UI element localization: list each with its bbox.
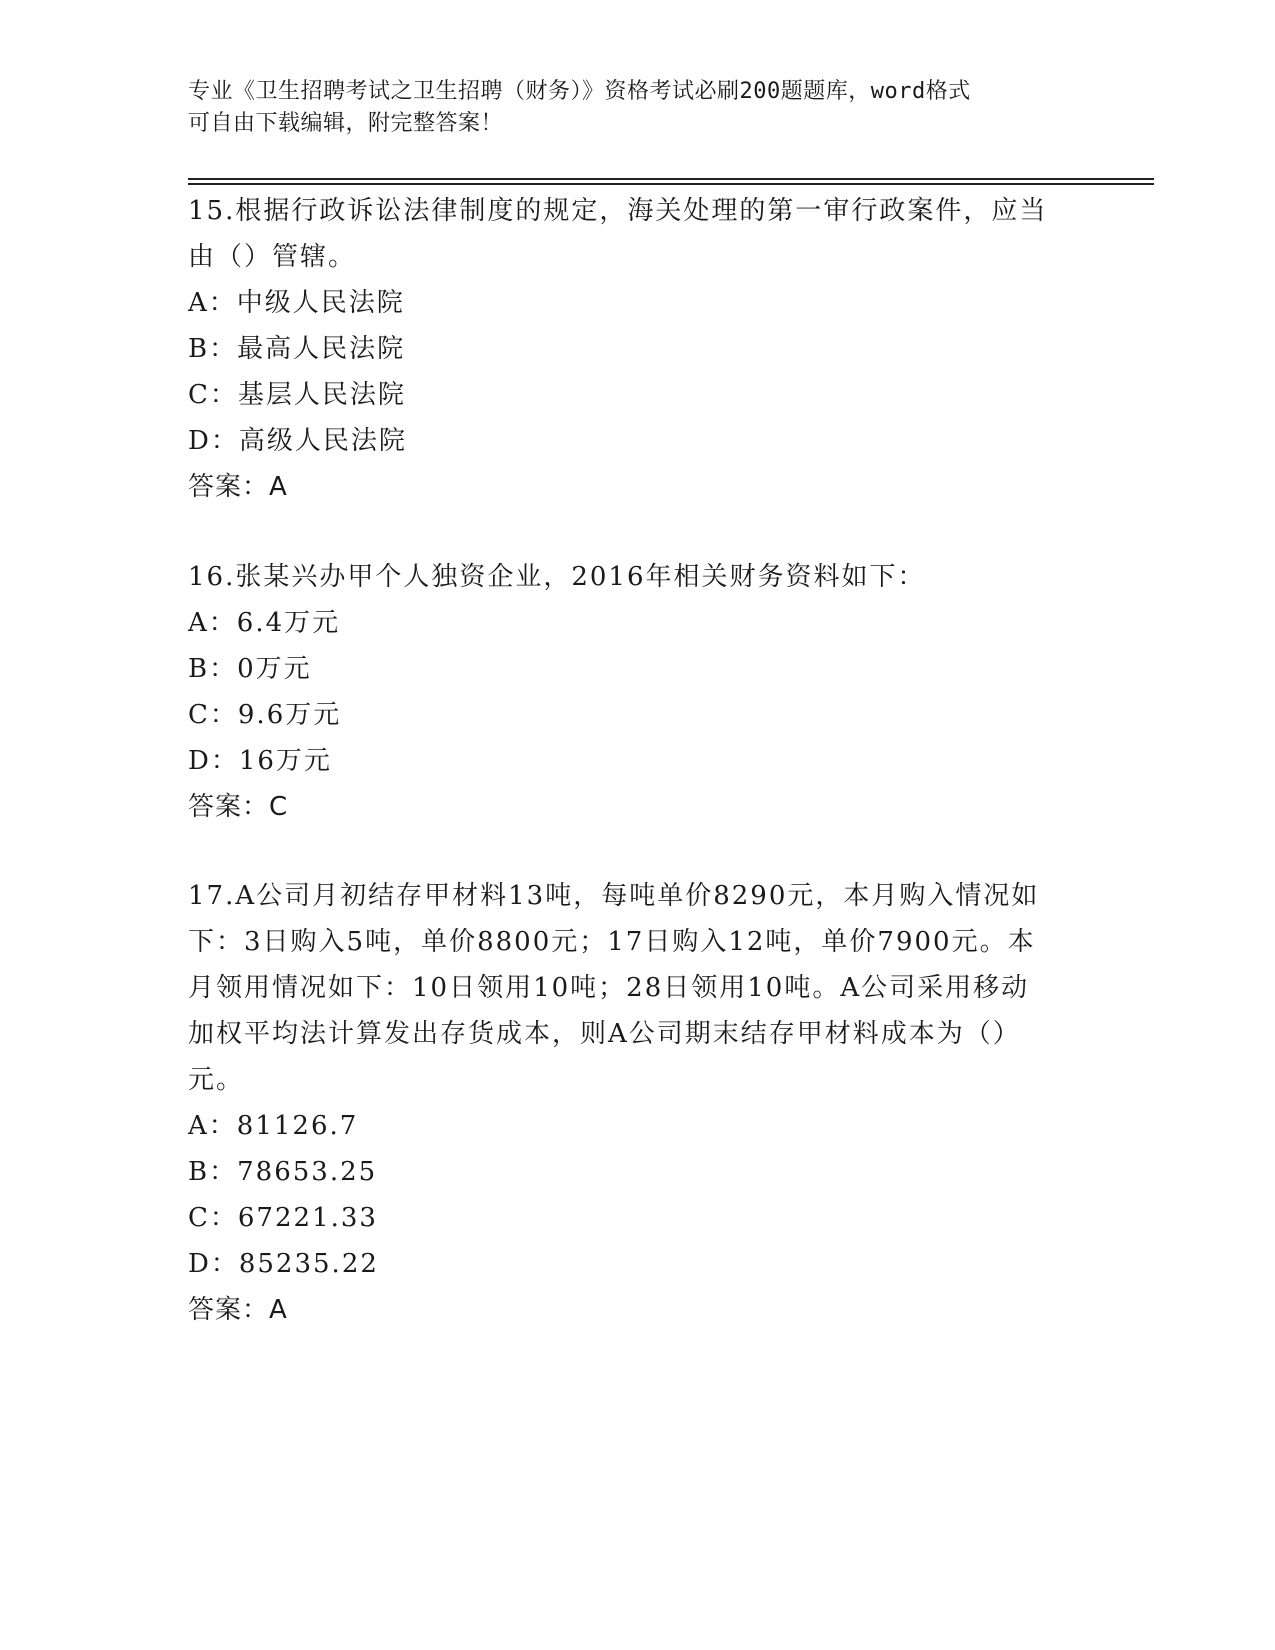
option-c: C：基层人民法院	[188, 380, 406, 410]
question-stem-line: 由（）管辖。	[188, 242, 357, 272]
option-c: C：9.6万元	[188, 700, 342, 730]
option-b: B：0万元	[188, 654, 312, 684]
question-stem-line: 16.张某兴办甲个人独资企业，2016年相关财务资料如下：	[188, 562, 926, 592]
answer-label: 答案：A	[188, 1295, 288, 1325]
option-a: A：中级人民法院	[188, 288, 405, 318]
header-line-2: 可自由下载编辑，附完整答案！	[188, 111, 504, 136]
question-stem-line: 元。	[188, 1065, 245, 1095]
question-stem-line: 15.根据行政诉讼法律制度的规定，海关处理的第一审行政案件，应当	[188, 196, 1048, 226]
option-b: B：78653.25	[188, 1157, 378, 1187]
question-17	[188, 873, 1088, 1333]
question-stem-line: 加权平均法计算发出存货成本，则A公司期末结存甲材料成本为（）	[188, 1019, 1021, 1049]
option-d: D：高级人民法院	[188, 426, 407, 456]
question-stem-line: 17.A公司月初结存甲材料13吨，每吨单价8290元，本月购入情况如	[188, 881, 1040, 911]
question-16	[188, 554, 1088, 830]
header-divider-top	[188, 178, 1154, 180]
option-a: A：81126.7	[188, 1111, 359, 1141]
option-c: C：67221.33	[188, 1203, 378, 1233]
header-divider-bottom	[188, 183, 1154, 185]
question-stem-line: 下：3日购入5吨，单价8800元；17日购入12吨，单价7900元。本	[188, 927, 1036, 957]
question-15	[188, 188, 1088, 510]
option-d: D：16万元	[188, 746, 332, 776]
option-b: B：最高人民法院	[188, 334, 406, 364]
option-d: D：85235.22	[188, 1249, 379, 1279]
document-header	[188, 76, 1088, 140]
answer-label: 答案：C	[188, 792, 289, 822]
option-a: A：6.4万元	[188, 608, 341, 638]
question-stem-line: 月领用情况如下：10日领用10吨；28日领用10吨。A公司采用移动	[188, 973, 1030, 1003]
header-line-1: 专业《卫生招聘考试之卫生招聘（财务）》资格考试必刷200题题库，word格式	[188, 79, 971, 104]
answer-label: 答案：A	[188, 472, 288, 502]
